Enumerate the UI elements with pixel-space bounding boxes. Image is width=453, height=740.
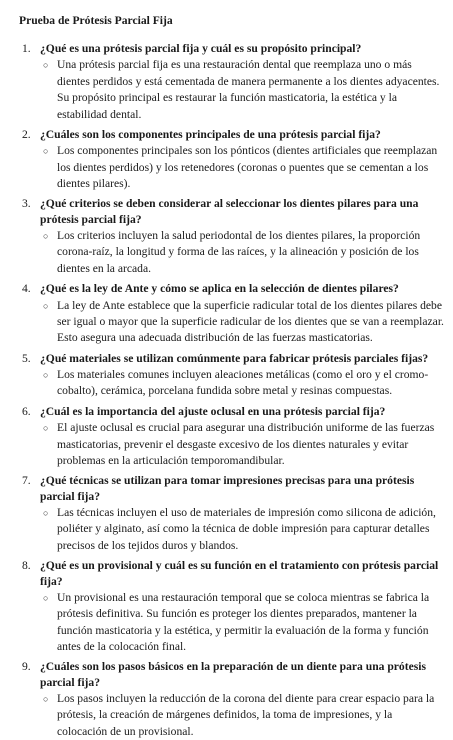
document-title: Prueba de Prótesis Parcial Fija — [19, 14, 173, 27]
hollow-circle-bullet-icon: ○ — [43, 507, 49, 518]
answer-block — [40, 367, 445, 400]
question-number: 7. — [22, 474, 31, 488]
question-text: ¿Qué criterios se deben considerar al seleccionar los dientes pilares para una prótesis parcial fija? — [40, 197, 419, 226]
answer-text: Los componentes principales son los pónticos (dientes artificiales que reemplazan los dientes perdidos) y los retenedores (coronas o puentes que se cementan a los dientes pilares). — [57, 144, 438, 191]
answer-text: Los criterios incluyen la salud periodontal de los dientes pilares, la proporción corona-raíz, la longitud y forma de las raíces, y la alineación y posición de los dientes en la arcada. — [57, 229, 421, 275]
question-text: ¿Qué es la ley de Ante y cómo se aplica en la selección de dientes pilares? — [40, 282, 399, 296]
answer-block — [40, 505, 445, 554]
hollow-circle-bullet-icon: ○ — [43, 694, 49, 705]
question-item — [19, 473, 445, 554]
question-text: ¿Qué es una prótesis parcial fija y cuál es su propósito principal? — [40, 42, 362, 55]
question-item — [19, 659, 445, 740]
question-number: 5. — [22, 351, 31, 365]
answer-text: El ajuste oclusal es crucial para asegurar una distribución uniforme de las fuerzas masticatorias, prevenir el desgaste excesivo de los dientes naturales y evitar problemas en la articulación temporomandibular. — [57, 421, 435, 467]
hollow-circle-bullet-icon: ○ — [43, 370, 49, 381]
answer-text: Los materiales comunes incluyen aleaciones metálicas (como el oro y el cromo-cobalto), cerámica, porcelana fundida sobre metal y resinas compuestas. — [57, 368, 429, 398]
question-number: 1. — [22, 42, 31, 55]
question-number: 4. — [22, 282, 31, 296]
question-text: ¿Qué es un provisional y cuál es su función en el tratamiento con prótesis parcial fija? — [40, 559, 439, 588]
answer-block — [40, 691, 445, 740]
hollow-circle-bullet-icon: ○ — [43, 231, 49, 242]
hollow-circle-bullet-icon: ○ — [43, 423, 49, 434]
answer-block — [40, 57, 445, 123]
question-item — [19, 41, 445, 123]
question-text: ¿Cuáles son los componentes principales de una prótesis parcial fija? — [40, 127, 381, 141]
question-number: 9. — [22, 660, 31, 674]
question-text: ¿Qué técnicas se utilizan para tomar impresiones precisas para una prótesis parcial fija? — [40, 474, 415, 503]
question-item — [19, 404, 445, 470]
question-text: ¿Qué materiales se utilizan comúnmente para fabricar prótesis parciales fijas? — [40, 351, 429, 365]
question-text: ¿Cuál es la importancia del ajuste oclusal en una prótesis parcial fija? — [40, 404, 386, 418]
answer-text: La ley de Ante establece que la superficie radicular total de los dientes pilares debe ser igual o mayor que la superficie radicular de los dientes que se van a reemplazar. Esto asegura una adecuada distribución de las fuerzas masticatorias. — [57, 298, 444, 345]
question-item — [19, 351, 445, 400]
question-item — [19, 281, 445, 347]
question-item — [19, 127, 445, 193]
answer-block — [40, 420, 445, 469]
answer-text: Una prótesis parcial fija es una restauración dental que reemplaza uno o más dientes perdidos y está cementada de manera permanente a los dientes adyacentes. Su propósito principal es restaurar la función masticatoria, la estética y la estabilidad dental. — [57, 58, 440, 121]
question-list — [19, 41, 445, 740]
answer-text: Un provisional es una restauración temporal que se coloca mientras se fabrica la prótesis definitiva. Su función es proteger los dientes preparados, mantener la función masticatoria y la estética, y permitir la evaluación de la forma y función antes de la colocación final. — [57, 590, 430, 654]
question-number: 3. — [22, 197, 31, 211]
hollow-circle-bullet-icon: ○ — [43, 300, 49, 311]
hollow-circle-bullet-icon: ○ — [43, 592, 49, 603]
answer-block — [40, 228, 445, 277]
answer-block — [40, 298, 445, 347]
question-number: 8. — [22, 559, 31, 573]
question-item — [19, 196, 445, 277]
answer-block — [40, 590, 445, 656]
answer-text: Las técnicas incluyen el uso de materiales de impresión como silicona de adición, poliéter y alginato, así como la técnica de doble impresión para capturar detalles precisos de los tejidos duros y blandos. — [57, 505, 436, 552]
answer-block — [40, 143, 445, 192]
question-number: 2. — [22, 127, 31, 141]
question-number: 6. — [22, 404, 31, 418]
hollow-circle-bullet-icon: ○ — [43, 60, 49, 71]
hollow-circle-bullet-icon: ○ — [43, 146, 49, 157]
question-text: ¿Cuáles son los pasos básicos en la preparación de un diente para una prótesis parcial fija? — [40, 660, 426, 689]
question-item — [19, 558, 445, 655]
answer-text: Los pasos incluyen la reducción de la corona del diente para crear espacio para la prótesis, la creación de márgenes definidos, la toma de impresiones, y la colocación de un provisional. — [57, 692, 435, 738]
